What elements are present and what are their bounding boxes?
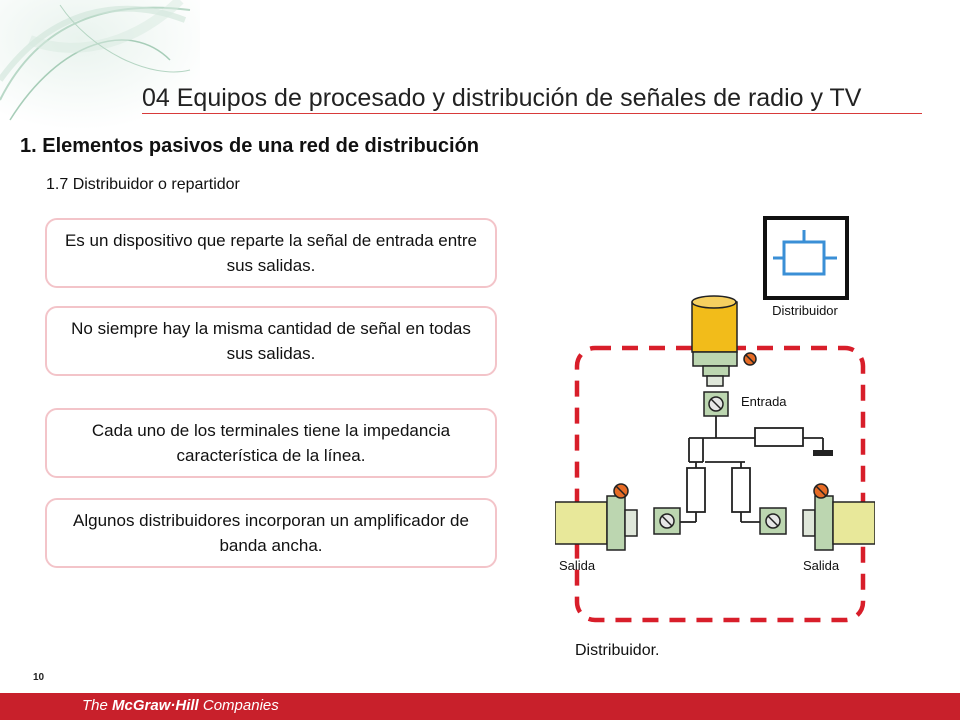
info-box-1: Es un dispositivo que reparte la señal de entrada entre sus salidas. <box>45 218 497 288</box>
title-divider <box>142 113 922 114</box>
input-cable <box>692 296 737 352</box>
logo-companies: Companies <box>198 697 279 714</box>
slide-title: 04 Equipos de procesado y distribución de señales de radio y TV <box>142 84 862 112</box>
info-box-2: No siempre hay la misma cantidad de señal en todas sus salidas. <box>45 306 497 376</box>
page-number: 10 <box>33 672 45 683</box>
info-box-4: Algunos distribuidores incorporan un amplificador de banda ancha. <box>45 498 497 568</box>
right-output <box>760 484 875 550</box>
logo-the: The <box>82 697 113 714</box>
figure-caption: Distribuidor. <box>575 642 660 659</box>
output-left-label: Salida <box>559 558 596 573</box>
input-label: Entrada <box>741 394 787 409</box>
info-box-3: Cada uno de los terminales tiene la impedancia característica de la línea. <box>45 408 497 478</box>
symbol-label: Distribuidor <box>772 303 838 318</box>
splitter-wiring <box>680 416 823 522</box>
subsection-title: 1.7 Distribuidor o repartidor <box>46 176 240 193</box>
logo-brand: McGraw·Hill <box>112 697 199 714</box>
output-right-label: Salida <box>803 558 840 573</box>
distributor-diagram <box>555 210 875 630</box>
left-output <box>555 484 680 550</box>
footer-bar <box>0 693 960 720</box>
distributor-symbol <box>765 218 847 298</box>
section-title: 1. Elementos pasivos de una red de distribución <box>20 135 480 157</box>
publisher-logo <box>82 697 279 714</box>
